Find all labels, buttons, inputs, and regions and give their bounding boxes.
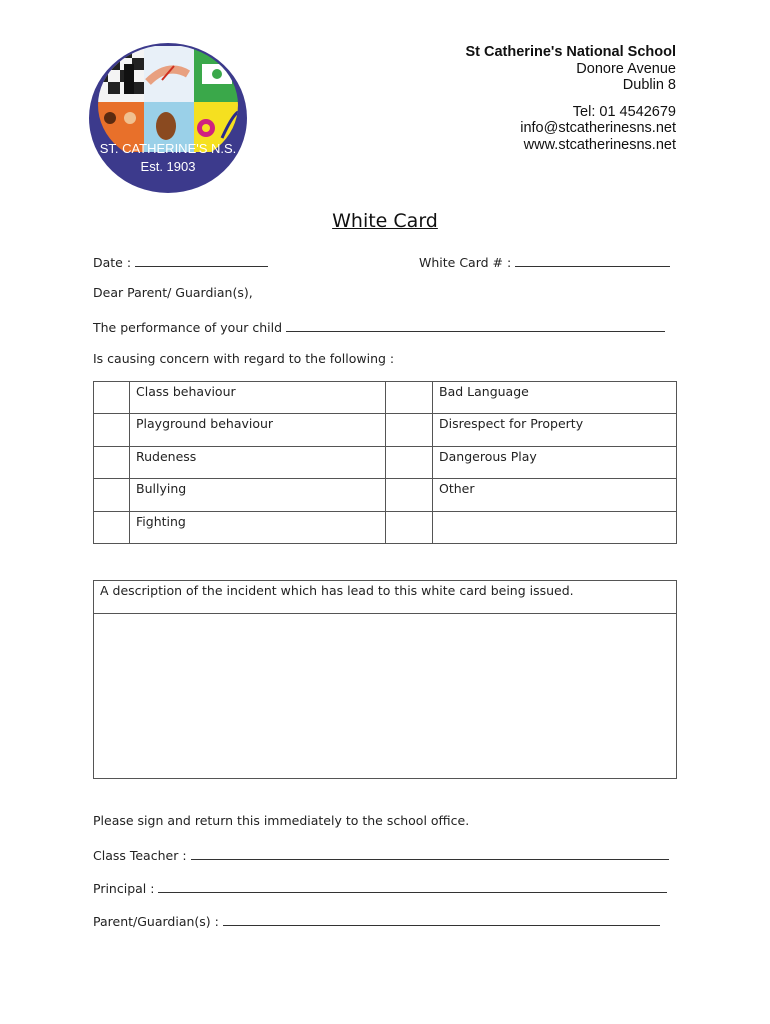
school-email: info@stcatherinesns.net [520,120,676,136]
school-name: St Catherine's National School [465,44,676,60]
logo-text-name: ST. CATHERINE'S N.S. [99,141,237,156]
class-teacher-label: Class Teacher : [93,848,187,863]
bullying-checkbox[interactable] [94,479,130,511]
dangerous-play-checkbox[interactable] [386,446,433,478]
child-name-field[interactable] [286,318,665,332]
card-number-field[interactable] [515,253,670,267]
date-field[interactable] [135,253,268,267]
principal-label: Principal : [93,881,155,896]
class-teacher-signature-field[interactable] [191,846,669,860]
principal-row [93,879,667,896]
concern-label: Fighting [130,511,386,543]
table-row [94,382,677,414]
class-teacher-row [93,846,669,863]
table-row [94,479,677,511]
other-checkbox[interactable] [386,479,433,511]
concern-label: Other [433,479,677,511]
parent-row [93,912,660,929]
card-number-label: White Card # : [419,255,512,270]
greeting: Dear Parent/ Guardian(s), [93,285,253,300]
school-logo [88,42,248,194]
performance-row [93,318,665,335]
description-field[interactable] [94,614,676,776]
page-title: White Card [332,210,438,232]
concern-label: Rudeness [130,446,386,478]
rudeness-checkbox[interactable] [94,446,130,478]
date-row [93,253,268,270]
address-line-2: Dublin 8 [622,77,676,93]
description-header: A description of the incident which has lead to this white card being issued. [94,581,676,614]
bad-language-checkbox[interactable] [386,382,433,414]
table-row [94,414,677,446]
school-website: www.stcatherinesns.net [523,136,676,153]
logo-text-est: Est. 1903 [140,159,196,174]
concern-label: Class behaviour [130,382,386,414]
concern-label: Disrespect for Property [433,414,677,446]
concern-label [433,511,677,543]
disrespect-property-checkbox[interactable] [386,414,433,446]
card-number-row [419,253,670,270]
parent-label: Parent/Guardian(s) : [93,914,219,929]
fighting-checkbox[interactable] [94,511,130,543]
concern-label: Bad Language [433,382,677,414]
school-contact-block [465,44,676,153]
concern-label: Bullying [130,479,386,511]
school-telephone: Tel: 01 4542679 [572,103,676,120]
playground-behaviour-checkbox[interactable] [94,414,130,446]
concerns-table [93,381,677,544]
principal-signature-field[interactable] [158,879,667,893]
class-behaviour-checkbox[interactable] [94,382,130,414]
concern-label: Playground behaviour [130,414,386,446]
incident-description-box [93,580,677,779]
sign-instruction: Please sign and return this immediately to the school office. [93,813,470,828]
parent-signature-field[interactable] [223,912,660,926]
concern-label: Dangerous Play [433,446,677,478]
date-label: Date : [93,255,132,270]
table-row [94,511,677,543]
performance-label: The performance of your child [93,320,283,335]
empty-checkbox[interactable] [386,511,433,543]
concern-intro: Is causing concern with regard to the following : [93,351,395,366]
table-row [94,446,677,478]
address-line-1: Donore Avenue [576,60,676,77]
